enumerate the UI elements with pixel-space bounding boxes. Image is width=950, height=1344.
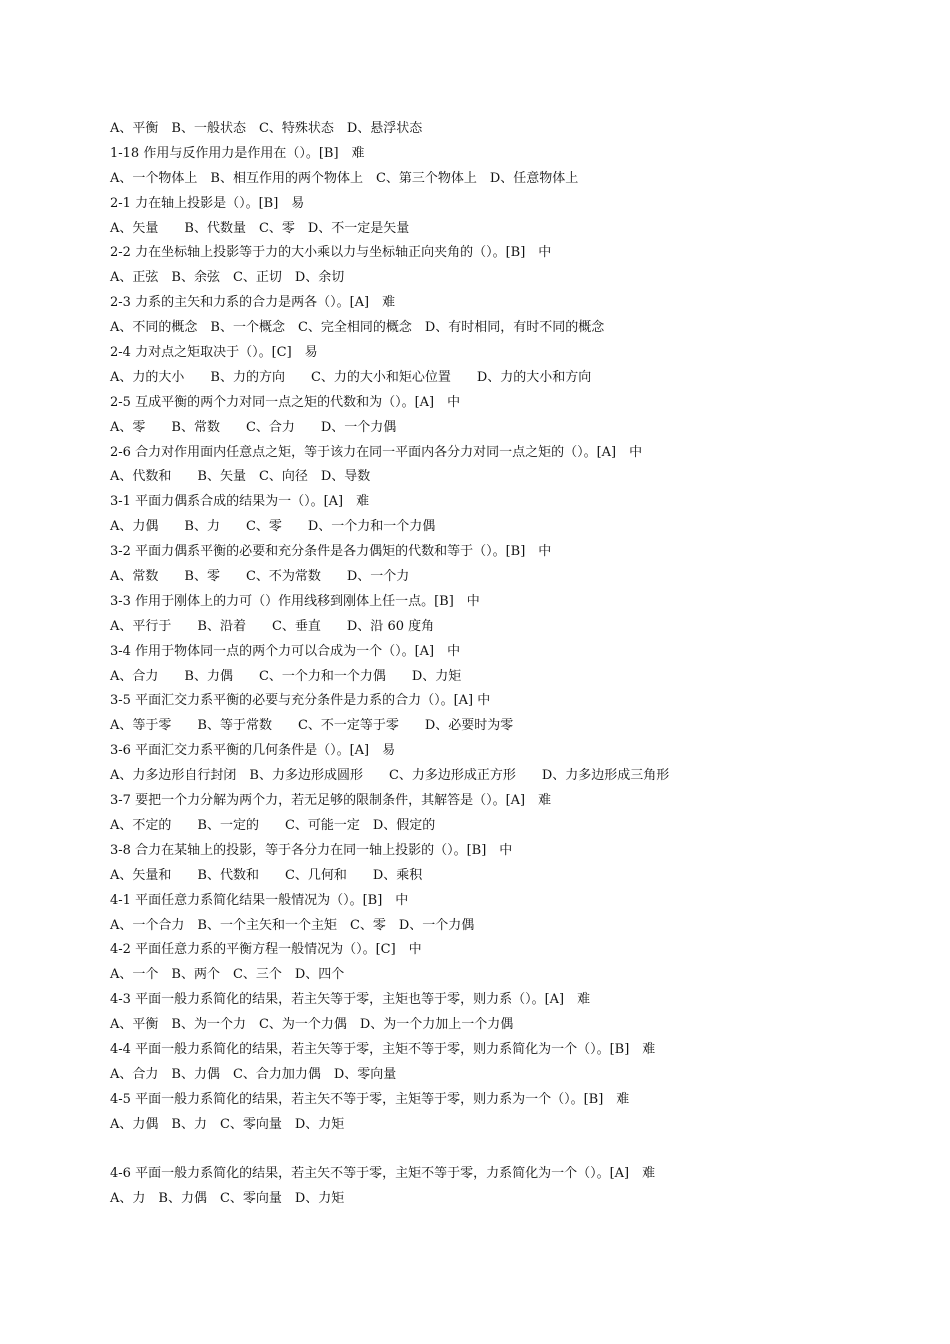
- question-line: 4-5 平面一般力系简化的结果，若主矢不等于零，主矩等于零，则力系为一个（）。[B] 难: [110, 1091, 630, 1107]
- question-line: 3-2 平面力偶系平衡的必要和充分条件是各力偶矩的代数和等于（）。[B] 中: [110, 544, 552, 560]
- option-line: A、矢量 B、代数量 C、零 D、不一定是矢量: [110, 220, 410, 236]
- question-line: 4-4 平面一般力系简化的结果，若主矢等于零，主矩不等于零，则力系简化为一个（）。[B] 难: [110, 1041, 656, 1057]
- option-line: A、矢量和 B、代数和 C、几何和 D、乘积: [110, 867, 423, 883]
- document-page: [110, 117, 910, 1212]
- option-line: A、平行于 B、沿着 C、垂直 D、沿 60 度角: [110, 618, 435, 634]
- option-line: A、一个合力 B、一个主矢和一个主矩 C、零 D、一个力偶: [110, 917, 475, 933]
- question-line: 3-3 作用于刚体上的力可（）作用线移到刚体上任一点。[B] 中: [110, 593, 480, 609]
- question-line: 2-5 互成平衡的两个力对同一点之矩的代数和为（）。[A] 中: [110, 394, 461, 410]
- question-line: 3-6 平面汇交力系平衡的几何条件是（）。[A] 易: [110, 743, 396, 759]
- question-line: 4-2 平面任意力系的平衡方程一般情况为（）。[C] 中: [110, 942, 422, 958]
- option-line: A、力偶 B、力 C、零向量 D、力矩: [110, 1116, 345, 1132]
- question-line: 4-6 平面一般力系简化的结果，若主矢不等于零，主矩不等于零，力系简化为一个（）。[A] 难: [110, 1166, 656, 1182]
- option-line: A、力 B、力偶 C、零向量 D、力矩: [110, 1191, 345, 1207]
- question-line: 3-1 平面力偶系合成的结果为一（）。[A] 难: [110, 494, 370, 510]
- option-line: A、力的大小 B、力的方向 C、力的大小和矩心位置 D、力的大小和方向: [110, 369, 592, 385]
- question-line: 4-1 平面任意力系简化结果一般情况为（）。[B] 中: [110, 892, 409, 908]
- option-line: A、常数 B、零 C、不为常数 D、一个力: [110, 569, 410, 585]
- option-line: A、一个物体上 B、相互作用的两个物体上 C、第三个物体上 D、任意物体上: [110, 170, 579, 186]
- option-line: A、力多边形自行封闭 B、力多边形成圆形 C、力多边形成正方形 D、力多边形成三角形: [110, 768, 670, 784]
- option-line: A、不同的概念 B、一个概念 C、完全相同的概念 D、有时相同，有时不同的概念: [110, 320, 605, 336]
- question-line: 2-6 合力对作用面内任意点之矩，等于该力在同一平面内各分力对同一点之矩的（）。[A] 中: [110, 444, 643, 460]
- option-line: A、合力 B、力偶 C、合力加力偶 D、零向量: [110, 1066, 397, 1082]
- question-line: 3-7 要把一个力分解为两个力，若无足够的限制条件，其解答是（）。[A] 难: [110, 793, 552, 809]
- option-line: A、力偶 B、力 C、零 D、一个力和一个力偶: [110, 519, 436, 535]
- option-line: A、等于零 B、等于常数 C、不一定等于零 D、必要时为零: [110, 718, 514, 734]
- option-line: A、平衡 B、为一个力 C、为一个力偶 D、为一个力加上一个力偶: [110, 1017, 514, 1033]
- question-line: 2-3 力系的主矢和力系的合力是两各（）。[A] 难: [110, 295, 396, 311]
- question-line: 2-1 力在轴上投影是（）。[B] 易: [110, 195, 305, 211]
- blank-line: [110, 1138, 910, 1163]
- option-line: A、一个 B、两个 C、三个 D、四个: [110, 967, 345, 983]
- question-line: 3-5 平面汇交力系平衡的必要与充分条件是力系的合力（）。[A] 中: [110, 693, 491, 709]
- option-line: A、代数和 B、矢量 C、向径 D、导数: [110, 469, 371, 485]
- question-line: 3-4 作用于物体同一点的两个力可以合成为一个（）。[A] 中: [110, 643, 461, 659]
- option-line: A、不定的 B、一定的 C、可能一定 D、假定的: [110, 817, 436, 833]
- question-line: 1-18 作用与反作用力是作用在（）。[B] 难: [110, 145, 365, 161]
- option-line: A、平衡 B、一般状态 C、特殊状态 D、悬浮状态: [110, 121, 423, 136]
- option-line: A、正弦 B、余弦 C、正切 D、余切: [110, 270, 345, 286]
- option-line: A、合力 B、力偶 C、一个力和一个力偶 D、力矩: [110, 668, 462, 684]
- question-line: 2-4 力对点之矩取决于（）。[C] 易: [110, 345, 318, 361]
- option-line: A、零 B、常数 C、合力 D、一个力偶: [110, 419, 397, 435]
- question-line: 4-3 平面一般力系简化的结果，若主矢等于零，主矩也等于零，则力系（）。[A] 难: [110, 992, 591, 1008]
- question-line: 3-8 合力在某轴上的投影，等于各分力在同一轴上投影的（）。[B] 中: [110, 842, 513, 858]
- question-line: 2-2 力在坐标轴上投影等于力的大小乘以力与坐标轴正向夹角的（）。[B] 中: [110, 245, 552, 261]
